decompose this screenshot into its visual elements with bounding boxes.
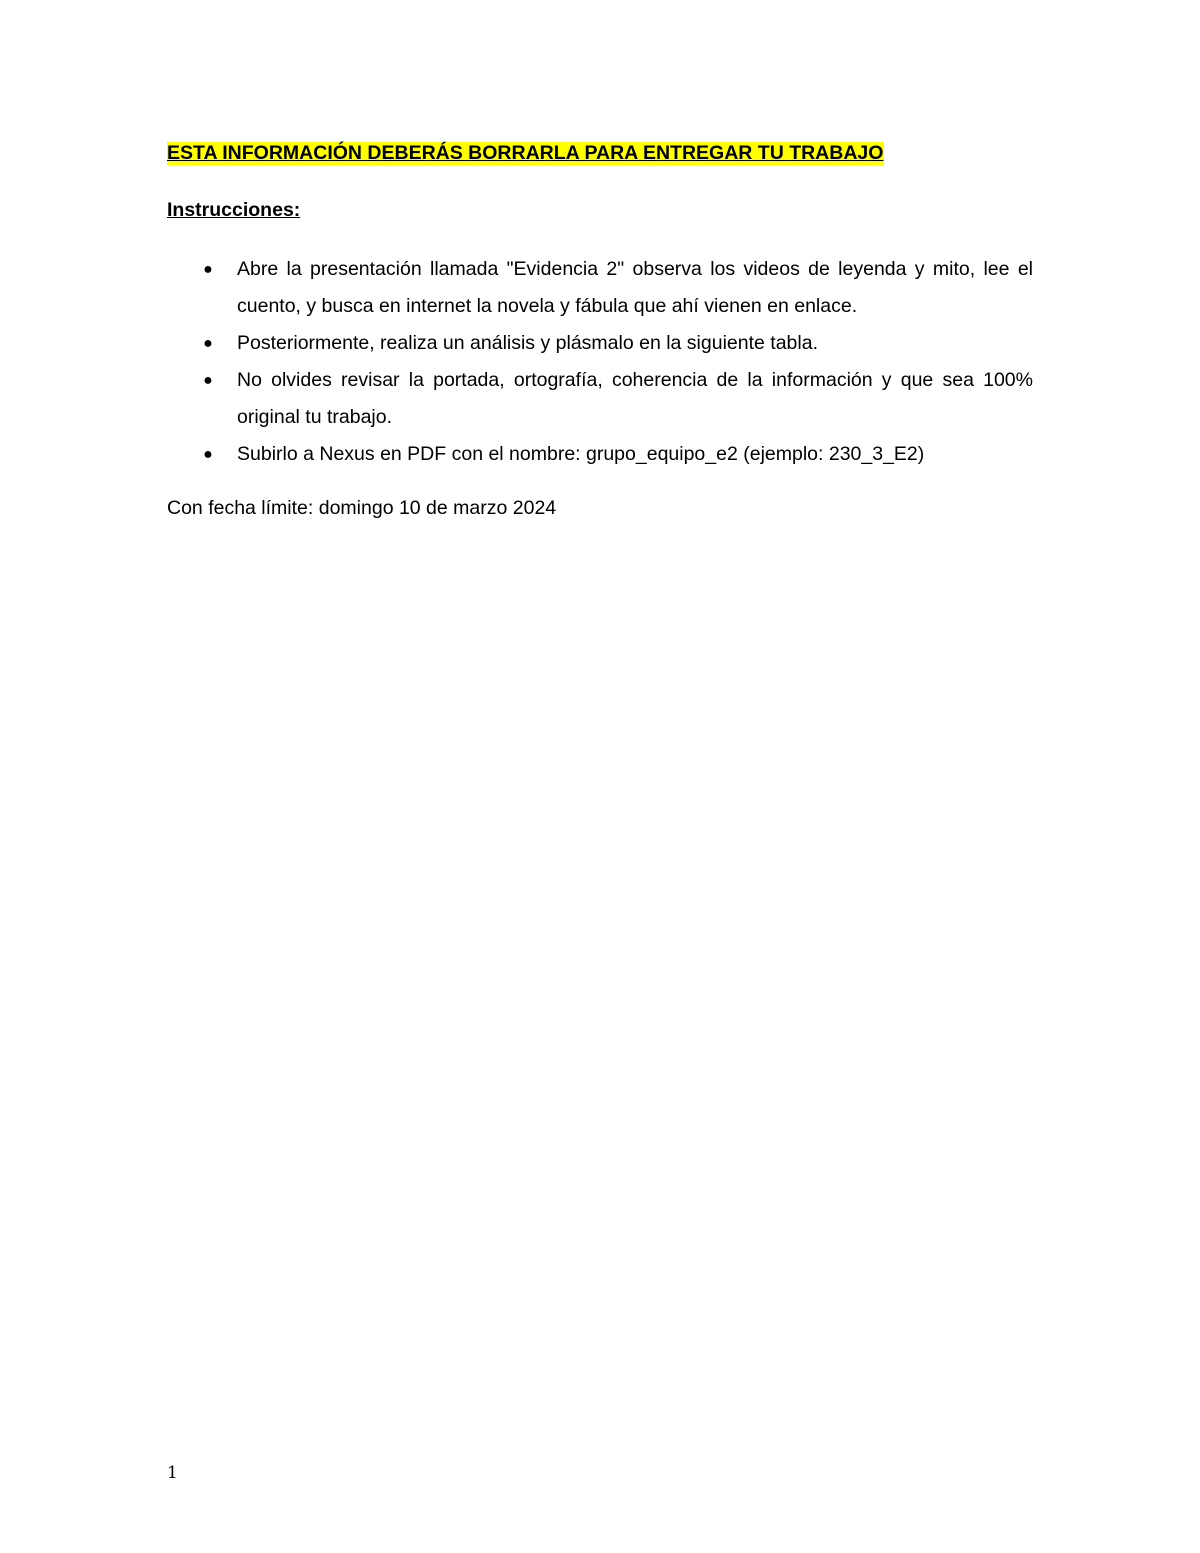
list-item-text: Abre la presentación llamada "Evidencia 2" observa los videos de leyenda y mito, lee el cuento, y busca en internet la novela y fábula que ahí vienen en enlace. bbox=[237, 258, 1033, 317]
bullet-dot-icon: ● bbox=[203, 372, 213, 389]
list-item-text: Posteriormente, realiza un análisis y plásmalo en la siguiente tabla. bbox=[237, 332, 818, 354]
page-number: 1 bbox=[167, 1463, 178, 1483]
list-item-text: No olvides revisar la portada, ortografía, coherencia de la información y que sea 100% original tu trabajo. bbox=[237, 369, 1033, 428]
list-item bbox=[167, 251, 1033, 325]
bullet-dot-icon: ● bbox=[203, 335, 213, 352]
deadline-text: Con fecha límite: domingo 10 de marzo 2024 bbox=[167, 497, 557, 519]
list-item bbox=[167, 436, 1033, 473]
bullet-dot-icon: ● bbox=[203, 446, 213, 463]
delete-notice-text: ESTA INFORMACIÓN DEBERÁS BORRARLA PARA ENTREGAR TU TRABAJO bbox=[167, 142, 884, 164]
bullet-dot-icon: ● bbox=[203, 261, 213, 278]
instructions-list bbox=[167, 251, 1033, 473]
instructions-heading: Instrucciones: bbox=[167, 199, 301, 221]
delete-notice bbox=[167, 140, 884, 166]
list-item-text: Subirlo a Nexus en PDF con el nombre: grupo_equipo_e2 (ejemplo: 230_3_E2) bbox=[237, 443, 925, 465]
list-item bbox=[167, 325, 1033, 362]
list-item bbox=[167, 362, 1033, 436]
